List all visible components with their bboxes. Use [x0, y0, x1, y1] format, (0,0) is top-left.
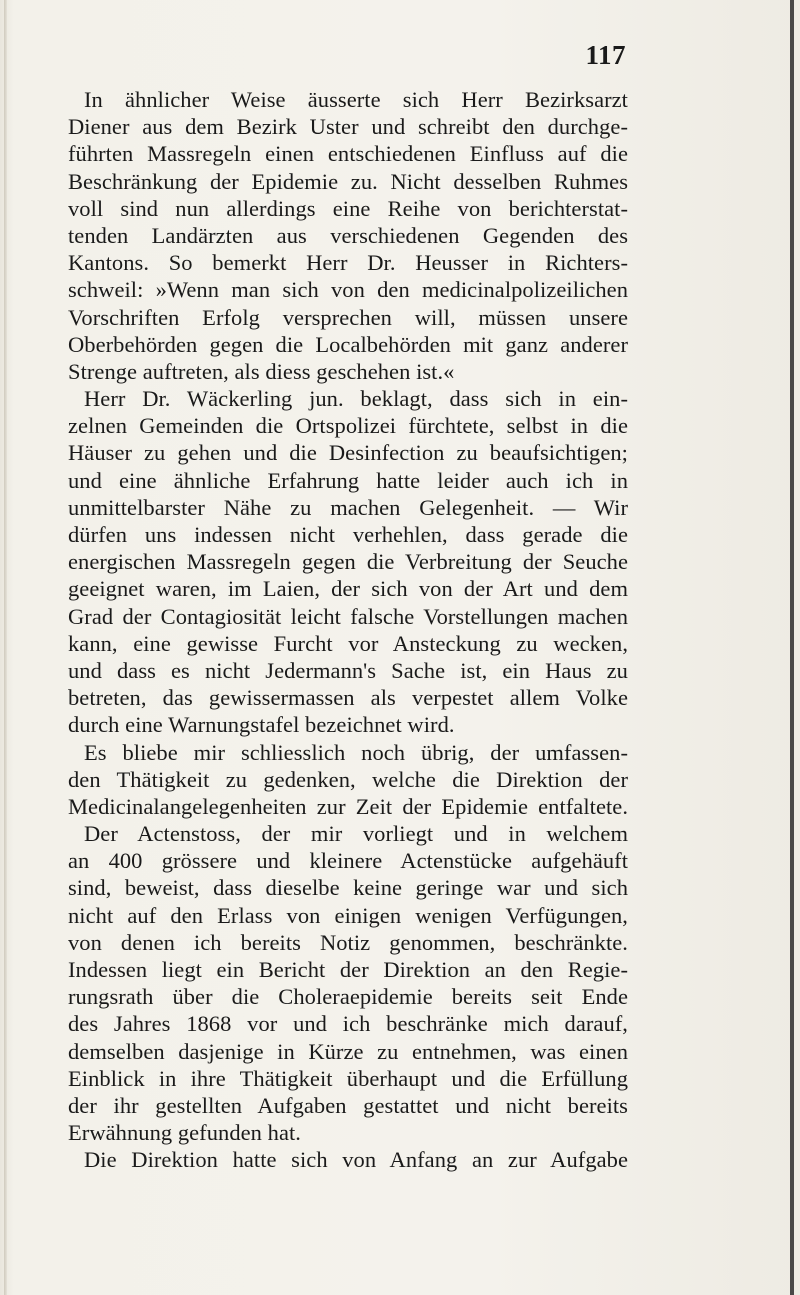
text-line: geeignet waren, im Laien, der sich von der Art und dem — [68, 576, 628, 602]
text-line: kann, eine gewisse Furcht vor Ansteckung zu wecken, — [68, 630, 628, 656]
text-line: von denen ich bereits Notiz genommen, beschränkte. — [68, 929, 628, 955]
text-line: demselben dasjenige in Kürze zu entnehmen, was einen — [68, 1038, 628, 1064]
page-number: 117 — [585, 40, 626, 70]
text-line: Beschränkung der Epidemie zu. Nicht desselben Ruhmes — [68, 168, 628, 194]
text-line: Diener aus dem Bezirk Uster und schreibt den durchge- — [68, 114, 628, 140]
text-line: Kantons. So bemerkt Herr Dr. Heusser in Richters- — [68, 250, 628, 276]
text-line: schweil: »Wenn man sich von den medicinalpolizeilichen — [68, 277, 628, 303]
text-line: und eine ähnliche Erfahrung hatte leider auch ich in — [68, 467, 628, 493]
text-line: durch eine Warnungstafel bezeichnet wird. — [68, 712, 455, 738]
text-line: tenden Landärzten aus verschiedenen Gegenden des — [68, 222, 628, 248]
text-line: führten Massregeln einen entschiedenen Einfluss auf die — [68, 141, 628, 167]
text-line: voll sind nun allerdings eine Reihe von berichterstat- — [68, 195, 628, 221]
text-line: Die Direktion hatte sich von Anfang an zur Aufgabe — [84, 1147, 628, 1173]
text-line: Indessen liegt ein Bericht der Direktion an den Regie- — [68, 957, 628, 982]
text-line: der ihr gestellten Aufgaben gestattet und nicht bereits — [68, 1092, 628, 1118]
text-line: an 400 grössere und kleinere Actenstücke aufgehäuft — [68, 848, 628, 874]
text-line: nicht auf den Erlass von einigen wenigen Verfügungen, — [68, 902, 628, 928]
text-line: Häuser zu gehen und die Desinfection zu beaufsichtigen; — [68, 440, 628, 466]
text-line: Einblick in ihre Thätigkeit überhaupt und die Erfüllung — [68, 1065, 628, 1091]
text-line: zelnen Gemeinden die Ortspolizei fürchtete, selbst in die — [68, 413, 628, 439]
text-line: betreten, das gewissermassen als verpestet allem Volke — [68, 685, 628, 711]
page-right-edge — [790, 0, 794, 1295]
page-left-edge — [4, 0, 7, 1295]
text-line: Der Actenstoss, der mir vorliegt und in welchem — [84, 821, 628, 847]
text-line: den Thätigkeit zu gedenken, welche die Direktion der — [68, 766, 628, 792]
text-line: und dass es nicht Jedermann's Sache ist, ein Haus zu — [68, 657, 628, 683]
text-line: In ähnlicher Weise äusserte sich Herr Bezirksarzt — [84, 87, 628, 112]
text-line: energischen Massregeln gegen die Verbreitung der Seuche — [68, 549, 628, 575]
text-line: Grad der Contagiosität leicht falsche Vorstellungen machen — [68, 603, 628, 629]
text-line: Oberbehörden gegen die Localbehörden mit ganz anderer — [68, 331, 628, 357]
text-line: Strenge auftreten, als diess geschehen ist.« — [68, 358, 455, 384]
text-line: Vorschriften Erfolg versprechen will, müssen unsere — [68, 304, 628, 330]
text-line: Medicinalangelegenheiten zur Zeit der Epidemie entfaltete. — [68, 793, 628, 819]
text-line: sind, beweist, dass dieselbe keine geringe war und sich — [68, 875, 628, 901]
text-line: unmittelbarster Nähe zu machen Gelegenheit. — Wir — [68, 494, 628, 520]
text-line: des Jahres 1868 vor und ich beschränke mich darauf, — [68, 1011, 628, 1037]
body-text — [68, 86, 628, 1174]
text-line: rungsrath über die Choleraepidemie bereits seit Ende — [68, 984, 628, 1010]
text-line: dürfen uns indessen nicht verhehlen, dass gerade die — [68, 522, 628, 547]
text-line: Herr Dr. Wäckerling jun. beklagt, dass sich in ein- — [84, 386, 628, 412]
text-line: Es bliebe mir schliesslich noch übrig, der umfassen- — [84, 739, 628, 765]
text-line: Erwähnung gefunden hat. — [68, 1120, 301, 1146]
